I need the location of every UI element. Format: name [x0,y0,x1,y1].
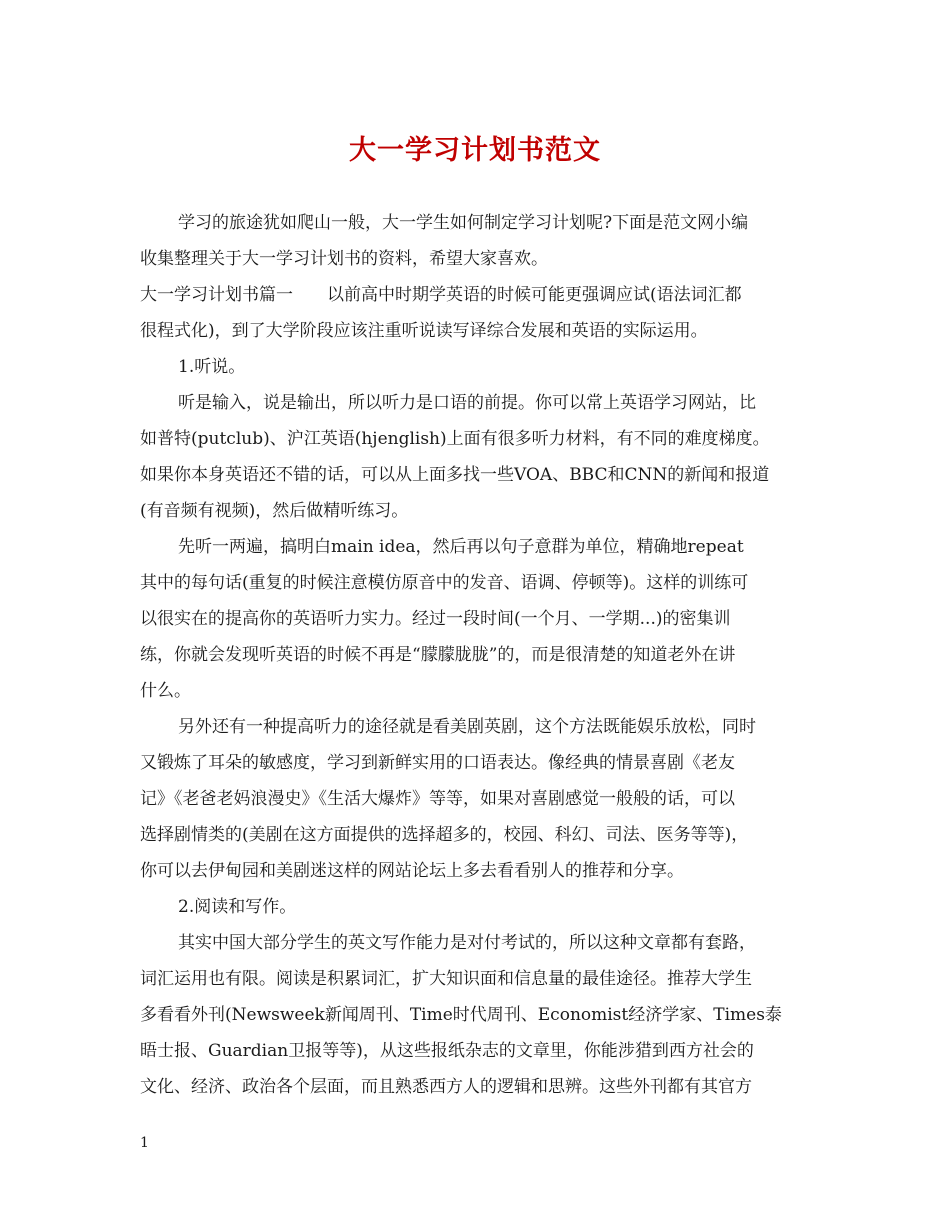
body-line: 你可以去伊甸园和美剧迷这样的网站论坛上多去看看别人的推荐和分享。 [140,861,684,881]
body-line: 词汇运用也有限。阅读是积累词汇，扩大知识面和信息量的最佳途径。推荐大学生 [140,969,752,989]
body-line: 听是输入，说是输出，所以听力是口语的前提。你可以常上英语学习网站，比 [178,393,756,413]
body-line: 很程式化)，到了大学阶段应该注重听说读写译综合发展和英语的实际运用。 [140,321,708,341]
body-line: 又锻炼了耳朵的敏感度，学习到新鲜实用的口语表达。像经典的情景喜剧《老友 [140,753,735,773]
document-title: 大一学习计划书范文 [349,135,601,166]
body-line: 什么。 [140,681,191,701]
body-line: 另外还有一种提高听力的途径就是看美剧英剧，这个方法既能娱乐放松，同时 [178,717,756,737]
page-number: 1 [140,1135,149,1151]
body-line: 如果你本身英语还不错的话，可以从上面多找一些VOA、BBC和CNN的新闻和报道 [140,465,770,485]
body-line: 其实中国大部分学生的英文写作能力是对付考试的，所以这种文章都有套路， [178,933,756,953]
body-line: 以很实在的提高你的英语听力实力。经过一段时间(一个月、一学期...)的密集训 [140,609,731,629]
body-line: 文化、经济、政治各个层面，而且熟悉西方人的逻辑和思辨。这些外刊都有其官方 [140,1077,752,1097]
body-line: 大一学习计划书篇一 以前高中时期学英语的时候可能更强调应试(语法词汇都 [140,285,742,305]
body-line: 记》《老爸老妈浪漫史》《生活大爆炸》等等，如果对喜剧感觉一般般的话，可以 [140,789,735,809]
body-line: 其中的每句话(重复的时候注意模仿原音中的发音、语调、停顿等)。这样的训练可 [140,573,749,593]
body-line: 多看看外刊(Newsweek新闻周刊、Time时代周刊、Economist经济学家、Times泰 [140,1005,782,1025]
body-line: 如普特(putclub)、沪江英语(hjenglish)上面有很多听力材料，有不同的难度梯度。 [140,429,770,449]
body-line: 学习的旅途犹如爬山一般，大一学生如何制定学习计划呢?下面是范文网小编 [178,213,749,233]
section-heading: 1.听说。 [178,357,246,377]
body-line: 晤士报、Guardian卫报等等)，从这些报纸杂志的文章里，你能涉猎到西方社会的 [140,1041,754,1061]
body-line: 先听一两遍，搞明白main idea，然后再以句子意群为单位，精确地repeat [178,537,744,557]
body-line: (有音频有视频)，然后做精听练习。 [140,501,409,521]
body-line: 练，你就会发现听英语的时候不再是“朦朦胧胧”的，而是很清楚的知道老外在讲 [140,645,736,665]
body-line: 收集整理关于大一学习计划书的资料，希望大家喜欢。 [140,249,548,269]
body-line: 选择剧情类的(美剧在这方面提供的选择超多的，校园、科幻、司法、医务等等)， [140,825,749,845]
section-heading: 2.阅读和写作。 [178,897,297,917]
